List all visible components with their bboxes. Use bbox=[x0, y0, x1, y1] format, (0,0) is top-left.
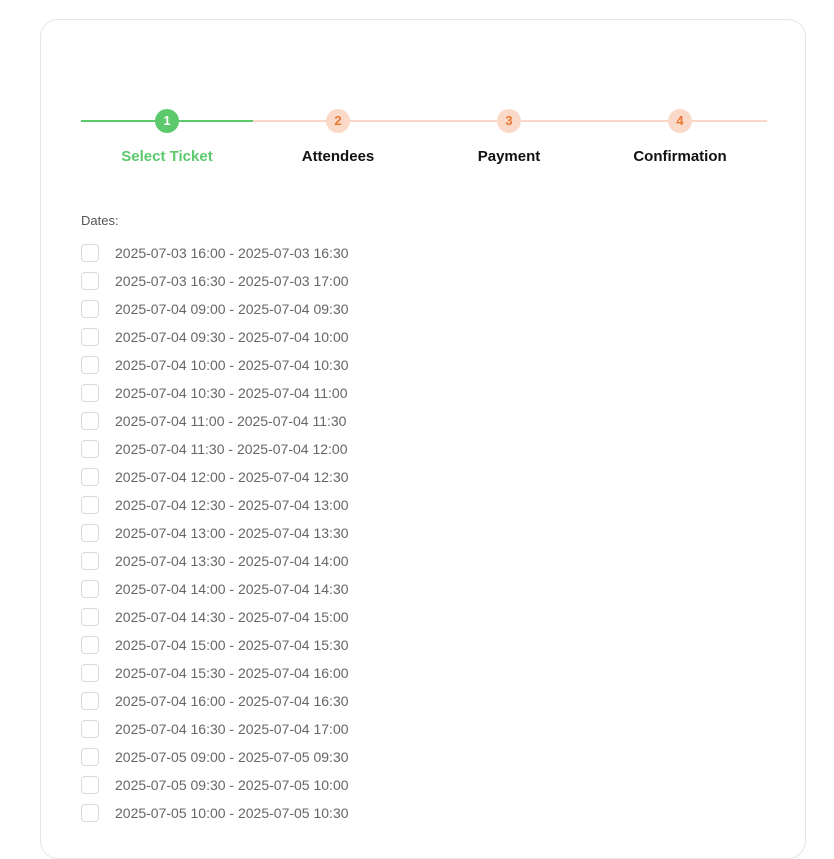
date-option-label: 2025-07-05 10:00 - 2025-07-05 10:30 bbox=[115, 805, 349, 821]
date-checkbox[interactable] bbox=[81, 468, 99, 486]
date-option[interactable] bbox=[81, 715, 349, 743]
date-option[interactable] bbox=[81, 323, 349, 351]
date-option-label: 2025-07-04 16:00 - 2025-07-04 16:30 bbox=[115, 693, 349, 709]
date-checkbox[interactable] bbox=[81, 804, 99, 822]
progress-stepper bbox=[81, 110, 767, 170]
step-label: Select Ticket bbox=[121, 148, 213, 165]
date-checkbox[interactable] bbox=[81, 552, 99, 570]
date-checkbox[interactable] bbox=[81, 384, 99, 402]
step-number-badge: 3 bbox=[497, 109, 521, 133]
date-option[interactable] bbox=[81, 491, 349, 519]
date-checkbox[interactable] bbox=[81, 692, 99, 710]
date-option-label: 2025-07-04 09:30 - 2025-07-04 10:00 bbox=[115, 329, 349, 345]
date-option-label: 2025-07-04 16:30 - 2025-07-04 17:00 bbox=[115, 721, 349, 737]
date-option[interactable] bbox=[81, 295, 349, 323]
date-option-label: 2025-07-03 16:00 - 2025-07-03 16:30 bbox=[115, 245, 349, 261]
step-label: Attendees bbox=[301, 148, 375, 165]
date-checkbox[interactable] bbox=[81, 356, 99, 374]
date-option[interactable] bbox=[81, 743, 349, 771]
date-checkbox[interactable] bbox=[81, 412, 99, 430]
date-checkbox[interactable] bbox=[81, 720, 99, 738]
date-option[interactable] bbox=[81, 435, 349, 463]
booking-card bbox=[40, 19, 806, 859]
date-checkbox[interactable] bbox=[81, 328, 99, 346]
date-option-label: 2025-07-05 09:00 - 2025-07-05 09:30 bbox=[115, 749, 349, 765]
date-option-label: 2025-07-04 13:30 - 2025-07-04 14:00 bbox=[115, 553, 349, 569]
date-option-label: 2025-07-04 15:30 - 2025-07-04 16:00 bbox=[115, 665, 349, 681]
date-checkbox[interactable] bbox=[81, 636, 99, 654]
date-option[interactable] bbox=[81, 687, 349, 715]
date-checkbox[interactable] bbox=[81, 664, 99, 682]
step-confirmation[interactable] bbox=[620, 110, 740, 165]
dates-label: Dates: bbox=[81, 213, 119, 228]
date-checkbox[interactable] bbox=[81, 608, 99, 626]
date-options-list bbox=[81, 239, 349, 827]
date-option-label: 2025-07-04 09:00 - 2025-07-04 09:30 bbox=[115, 301, 349, 317]
date-checkbox[interactable] bbox=[81, 300, 99, 318]
step-number-badge: 2 bbox=[326, 109, 350, 133]
date-option[interactable] bbox=[81, 659, 349, 687]
date-option[interactable] bbox=[81, 575, 349, 603]
date-option[interactable] bbox=[81, 771, 349, 799]
date-option-label: 2025-07-03 16:30 - 2025-07-03 17:00 bbox=[115, 273, 349, 289]
date-option[interactable] bbox=[81, 799, 349, 827]
date-option-label: 2025-07-04 14:30 - 2025-07-04 15:00 bbox=[115, 609, 349, 625]
date-option[interactable] bbox=[81, 631, 349, 659]
date-checkbox[interactable] bbox=[81, 272, 99, 290]
step-label: Confirmation bbox=[633, 148, 727, 165]
date-option[interactable] bbox=[81, 407, 349, 435]
step-number-badge: 1 bbox=[155, 109, 179, 133]
step-select-ticket[interactable] bbox=[107, 110, 227, 165]
step-payment[interactable] bbox=[449, 110, 569, 165]
date-option-label: 2025-07-04 11:00 - 2025-07-04 11:30 bbox=[115, 413, 347, 429]
date-option-label: 2025-07-04 12:00 - 2025-07-04 12:30 bbox=[115, 469, 349, 485]
date-checkbox[interactable] bbox=[81, 748, 99, 766]
date-option-label: 2025-07-04 14:00 - 2025-07-04 14:30 bbox=[115, 581, 349, 597]
date-checkbox[interactable] bbox=[81, 580, 99, 598]
date-option-label: 2025-07-04 15:00 - 2025-07-04 15:30 bbox=[115, 637, 349, 653]
date-option[interactable] bbox=[81, 239, 349, 267]
date-option-label: 2025-07-05 09:30 - 2025-07-05 10:00 bbox=[115, 777, 349, 793]
step-label: Payment bbox=[477, 148, 541, 165]
date-checkbox[interactable] bbox=[81, 496, 99, 514]
date-checkbox[interactable] bbox=[81, 244, 99, 262]
date-option-label: 2025-07-04 10:00 - 2025-07-04 10:30 bbox=[115, 357, 349, 373]
date-option[interactable] bbox=[81, 547, 349, 575]
date-option[interactable] bbox=[81, 603, 349, 631]
date-option[interactable] bbox=[81, 351, 349, 379]
step-attendees[interactable] bbox=[278, 110, 398, 165]
date-option[interactable] bbox=[81, 463, 349, 491]
date-checkbox[interactable] bbox=[81, 776, 99, 794]
date-checkbox[interactable] bbox=[81, 440, 99, 458]
date-option-label: 2025-07-04 10:30 - 2025-07-04 11:00 bbox=[115, 385, 348, 401]
date-option[interactable] bbox=[81, 267, 349, 295]
step-number-badge: 4 bbox=[668, 109, 692, 133]
date-option-label: 2025-07-04 11:30 - 2025-07-04 12:00 bbox=[115, 441, 348, 457]
date-option-label: 2025-07-04 13:00 - 2025-07-04 13:30 bbox=[115, 525, 349, 541]
date-option[interactable] bbox=[81, 379, 349, 407]
date-checkbox[interactable] bbox=[81, 524, 99, 542]
date-option-label: 2025-07-04 12:30 - 2025-07-04 13:00 bbox=[115, 497, 349, 513]
date-option[interactable] bbox=[81, 519, 349, 547]
